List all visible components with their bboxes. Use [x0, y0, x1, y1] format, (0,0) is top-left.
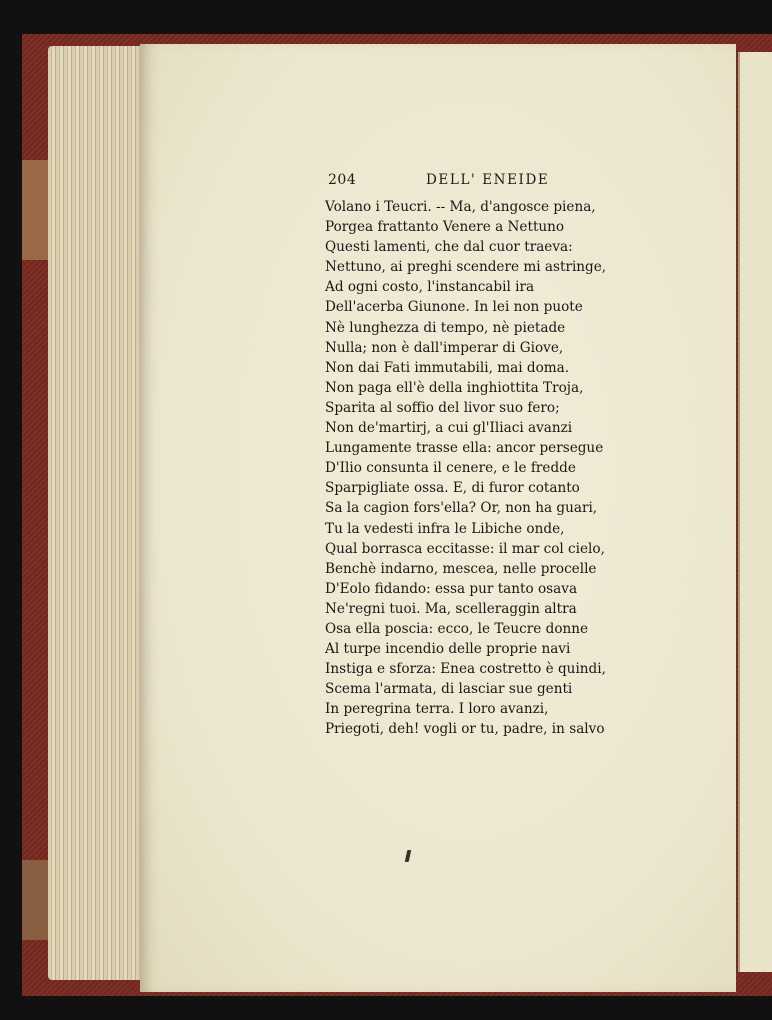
verse-line: Ad ogni costo, l'instancabil ira — [325, 279, 535, 296]
facing-page-edge — [738, 52, 772, 972]
verse-line: D'Eolo fidando: essa pur tanto osava — [325, 580, 578, 597]
verse-line: Non dai Fati immutabili, mai doma. — [325, 359, 570, 376]
verse-line: Non de'martirj, a cui gl'Iliaci avanzi — [325, 420, 573, 437]
verse-line: Priegoti, deh! vogli or tu, padre, in salvo — [325, 721, 605, 738]
verse-line: Porgea frattanto Venere a Nettuno — [325, 219, 565, 236]
verse-line: Sa la cagion fors'ella? Or, non ha guari, — [325, 500, 598, 517]
verse-line: Nè lunghezza di tempo, nè pietade — [325, 319, 566, 336]
verse-line: Volano i Teucri. -- Ma, d'angosce piena, — [325, 199, 596, 215]
verse-line: Questi lamenti, che dal cuor traeva: — [325, 239, 573, 256]
verse-line: Sparpigliate ossa. E, di furor cotanto — [325, 480, 580, 497]
verse-line: Nettuno, ai preghi scendere mi astringe, — [325, 259, 607, 276]
page-edges — [48, 46, 150, 980]
verse-line: Non paga ell'è della inghiottita Troja, — [325, 379, 584, 396]
verse-line: Qual borrasca eccitasse: il mar col cielo, — [325, 540, 605, 557]
verse-line: Instiga e sforza: Enea costretto è quindi, — [325, 661, 606, 678]
verse-line: Osa ella poscia: ecco, le Teucre donne — [325, 620, 589, 637]
verse-line: Nulla; non è dall'imperar di Giove, — [325, 339, 564, 356]
verse-line: D'Ilio consunta il cenere, e le fredde — [325, 460, 576, 477]
verse-line: Ne'regni tuoi. Ma, scelleraggin altra — [325, 600, 577, 617]
page-number: 204 — [328, 172, 357, 188]
verse-line: Benchè indarno, mescea, nelle procelle — [325, 560, 597, 577]
verse-line: Lungamente trasse ella: ancor persegue — [325, 440, 604, 457]
verse-line: Dell'acerba Giunone. In lei non puote — [325, 299, 583, 316]
verse-line: In peregrina terra. I loro avanzi, — [325, 701, 549, 718]
verse-block — [325, 197, 615, 740]
page-header — [328, 172, 556, 194]
verse-line: Al turpe incendio delle proprie navi — [325, 641, 571, 658]
verse-line: Scema l'armata, di lasciar sue genti — [325, 681, 573, 698]
verse-line: Tu la vedesti infra le Libiche onde, — [325, 520, 565, 537]
running-title: DELL' ENEIDE — [426, 172, 550, 188]
verse-line: Sparita al soffio del livor suo fero; — [325, 399, 560, 416]
